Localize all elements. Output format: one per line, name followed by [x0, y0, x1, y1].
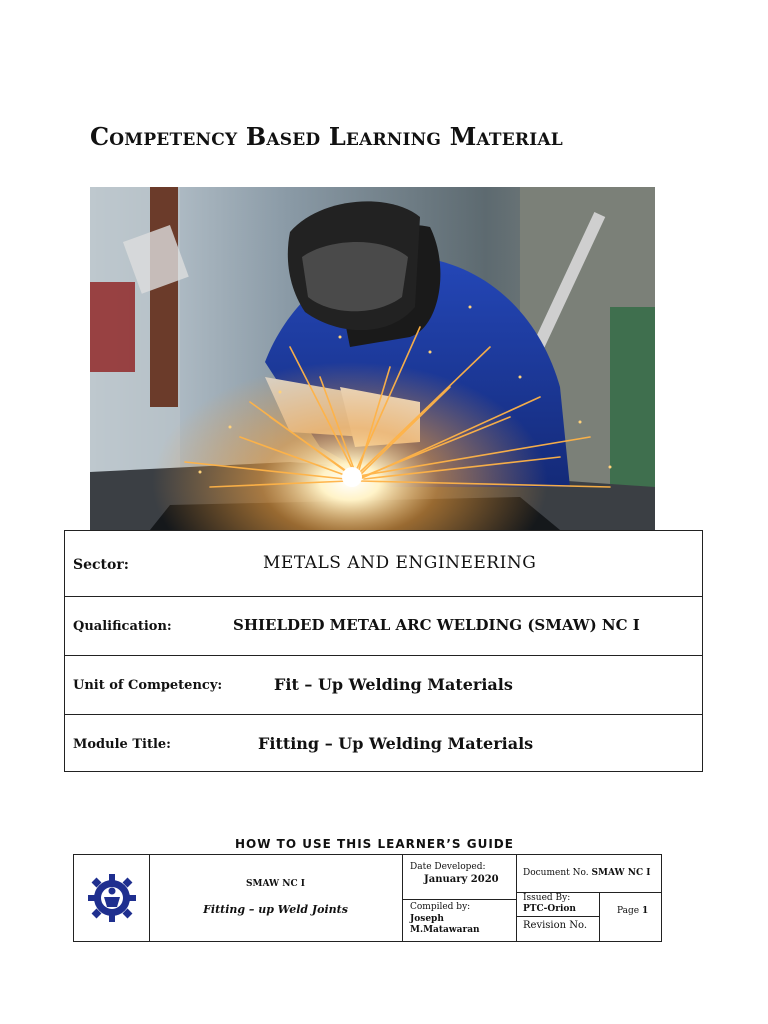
- page-label: Page: [617, 906, 640, 916]
- module-title-label: Module Title:: [73, 737, 171, 752]
- qualification-label: Qualification:: [73, 619, 172, 634]
- tesda-gear-logo-icon: [87, 873, 137, 923]
- qualification-code: SMAW NC I: [246, 879, 305, 889]
- document-footer-table: [73, 854, 662, 942]
- module-cell: [149, 855, 402, 941]
- welder-photo: [90, 187, 655, 530]
- module-info-table: [64, 530, 703, 772]
- issued-by-cell: [516, 892, 600, 916]
- welder-photo-illustration: [90, 187, 655, 530]
- page-number: 1: [641, 906, 649, 916]
- revision-cell: [516, 916, 600, 941]
- unit-of-competency-value: Fit – Up Welding Materials: [274, 675, 513, 694]
- revision-label: Revision No.: [523, 920, 588, 931]
- module-title-row: [65, 715, 702, 773]
- module-title-value: Fitting – Up Welding Materials: [258, 734, 534, 753]
- unit-of-competency-label: Unit of Competency:: [73, 678, 223, 693]
- document-no-value: SMAW NC I: [591, 868, 651, 878]
- qualification-row: [65, 597, 702, 656]
- compiled-by-cell: [402, 899, 516, 941]
- module-name: Fitting – up Weld Joints: [203, 903, 348, 916]
- page-cell: [599, 892, 661, 941]
- howto-heading: HOW TO USE THIS LEARNER’S GUIDE: [235, 837, 514, 851]
- issued-by-value: PTC-Orion: [523, 904, 576, 914]
- sector-label: Sector:: [73, 557, 129, 573]
- issued-by-label: Issued By:: [523, 893, 571, 903]
- page-title: Competency Based Learning Material: [90, 122, 563, 151]
- document-no-cell: [516, 855, 661, 892]
- document-no-label: Document No.: [523, 868, 589, 878]
- date-developed-value: January 2020: [424, 874, 499, 885]
- sector-row: [65, 531, 702, 597]
- unit-of-competency-row: [65, 656, 702, 715]
- logo-cell: [74, 855, 149, 941]
- date-developed-label: Date Developed:: [410, 862, 486, 872]
- qualification-value: SHIELDED METAL ARC WELDING (SMAW) NC I: [233, 616, 640, 634]
- sector-value: METALS AND ENGINEERING: [263, 553, 537, 573]
- compiled-by-name: Joseph M.Matawaran: [410, 914, 480, 935]
- date-developed-cell: [402, 855, 516, 899]
- compiled-by-label: Compiled by:: [410, 902, 471, 912]
